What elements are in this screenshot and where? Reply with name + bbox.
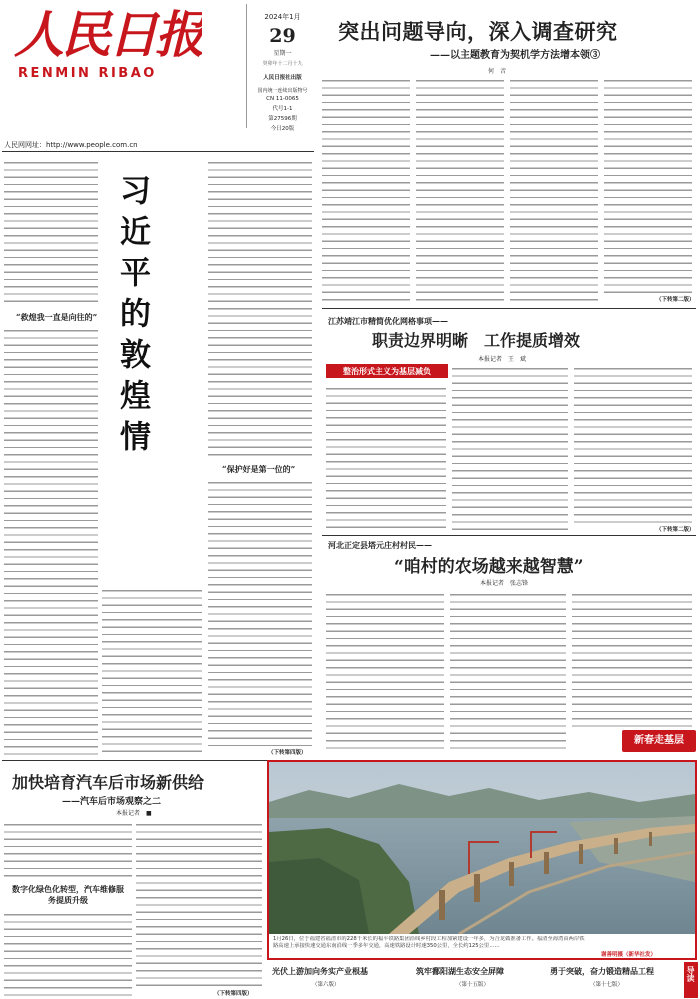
auto-story-col2: [136, 820, 262, 988]
bottom-headline-2-page: （第十五版）: [456, 982, 490, 988]
jiangsu-story-subhead: 整治形式主义为基层减负: [343, 366, 431, 376]
jiangsu-story-col3: [574, 364, 692, 524]
jiangsu-story-byline: 本报记者 王 斌: [478, 356, 527, 363]
auto-story-section-head: [12, 884, 124, 906]
vertical-story-continued[interactable]: （下转第四版）: [268, 750, 307, 756]
bottom-headline-3-title[interactable]: 勇于突破，奋力锻造精品工程: [550, 966, 654, 976]
jiangsu-story-col2: [452, 364, 568, 532]
photo-caption-text: 1月26日，位于福建省福清市的228千米长的福平铁路集团沿线乡村段工程加紧建设一年多，为合龙做准备工作。福清至海湾由两岸铁路高速上承接快速交通东南沿线一季多年交通，高速铁路设计时速350公里，全长约125公里……: [273, 936, 585, 949]
issue-number: 第27596期: [268, 116, 297, 122]
bottom-headline-1[interactable]: [272, 966, 402, 988]
hebei-story-byline: 本报记者 张志锋: [480, 580, 529, 587]
date-weekday: 星期一: [273, 50, 292, 57]
photo-caption: [273, 936, 589, 958]
hebei-story-badge: [622, 730, 696, 752]
bottom-headline-3-page: （第十七版）: [590, 982, 624, 988]
jiangsu-story-col1: [326, 384, 446, 532]
bottom-tag-text: 导读: [686, 966, 696, 982]
auto-story-col1a: [4, 820, 132, 882]
auto-story-section-head-text: 数字化绿色化转型，汽车维修服务提质升级: [12, 884, 124, 905]
hebei-story-col2: [450, 590, 566, 752]
vertical-story-title-text[interactable]: 习近平的敦煌情: [114, 174, 150, 461]
auto-story-continued[interactable]: （下转第四版）: [214, 991, 253, 997]
masthead-logo-graphic: [12, 0, 202, 60]
masthead-website[interactable]: 人民网网址：http://www.people.com.cn: [4, 141, 138, 149]
lead-story-body-col3: [510, 76, 598, 301]
bottom-headline-2-title[interactable]: 筑牢鄱阳湖生态安全屏障: [416, 966, 504, 976]
auto-story: [2, 764, 264, 997]
vertical-story-col2: [102, 586, 202, 756]
auto-story-byline: 本报记者 ■: [116, 810, 152, 817]
vertical-story-section-head-2: “保护好是第一位的”: [222, 464, 296, 474]
bottom-tag: [684, 962, 698, 998]
divider-lead: [322, 308, 696, 309]
date-box: [246, 4, 314, 132]
lead-story-body-col4: [604, 76, 692, 294]
hebei-story: [322, 538, 696, 754]
photo-image[interactable]: [269, 762, 695, 934]
divider-jiangsu: [322, 535, 696, 536]
bottom-headline-3[interactable]: [550, 966, 680, 988]
cn-number-label: 国内统一连续出版物号: [257, 88, 308, 94]
vertical-story: [2, 154, 314, 759]
masthead-logo-text: 人民日报: [14, 5, 202, 60]
jiangsu-story: [322, 312, 696, 534]
photo-credit: 谢善明摄（新华社发）: [601, 952, 657, 958]
divider-masthead: [2, 151, 314, 152]
vertical-story-col1b: [4, 326, 98, 756]
auto-story-title[interactable]: 加快培育汽车后市场新供给: [12, 773, 205, 792]
hebei-story-title[interactable]: “咱村的农场越来越智慧”: [394, 557, 584, 577]
vertical-story-col1a: [4, 158, 98, 308]
issue-code: 代号1-1: [272, 106, 293, 112]
jiangsu-story-subhead-box: [326, 364, 448, 378]
jiangsu-story-continued[interactable]: （下转第二版）: [656, 527, 695, 533]
hebei-story-col3: [572, 590, 692, 728]
cn-number: CN 11-0065: [266, 96, 299, 102]
lead-story-body-col2: [416, 76, 504, 301]
lead-story-continued[interactable]: （下转第二版）: [656, 297, 695, 303]
bottom-headline-1-title[interactable]: 光伏上游加向务实产业根基: [272, 966, 368, 976]
hebei-story-col1: [326, 590, 444, 752]
auto-story-subtitle: ——汽车后市场观察之二: [62, 797, 162, 807]
masthead-logo: [12, 0, 202, 60]
lead-story-subtitle: ——以主题教育为契机学方法增本领③: [430, 50, 600, 61]
vertical-story-section-head-1: “救煌我一直是向往的”: [16, 312, 98, 322]
lead-story-byline: 何 音: [488, 68, 507, 75]
date-day: 29: [269, 25, 296, 47]
photo-block: [267, 760, 697, 960]
lead-story-title[interactable]: 突出问题导向，深入调查研究: [338, 19, 618, 44]
publisher: 人民日报社出版: [263, 75, 302, 81]
jiangsu-story-kicker: 江苏靖江市精简优化网格事项——: [328, 316, 448, 326]
bottom-nav: [266, 962, 698, 998]
lead-story-body-col1: [322, 76, 410, 301]
date-lunar: 癸卯年十二月十九: [262, 61, 303, 67]
lead-story: [318, 6, 696, 304]
jiangsu-story-title[interactable]: 职责边界明晰 工作提质增效: [372, 331, 581, 350]
hebei-story-badge-text: 新春走基层: [634, 735, 684, 746]
page-count: 今日20版: [270, 126, 295, 132]
bottom-headline-1-page: （第六版）: [312, 982, 340, 988]
auto-story-col1b: [4, 910, 132, 996]
vertical-story-col3a: [208, 158, 312, 458]
bottom-headline-2[interactable]: [416, 966, 536, 988]
hebei-story-kicker: 河北正定县塔元庄村村民——: [328, 540, 432, 550]
masthead-romanization: RENMIN RIBAO: [18, 66, 157, 81]
vertical-story-title: [112, 154, 152, 599]
vertical-story-col3b: [208, 478, 312, 748]
date-year-month: 2024年1月: [264, 13, 301, 21]
